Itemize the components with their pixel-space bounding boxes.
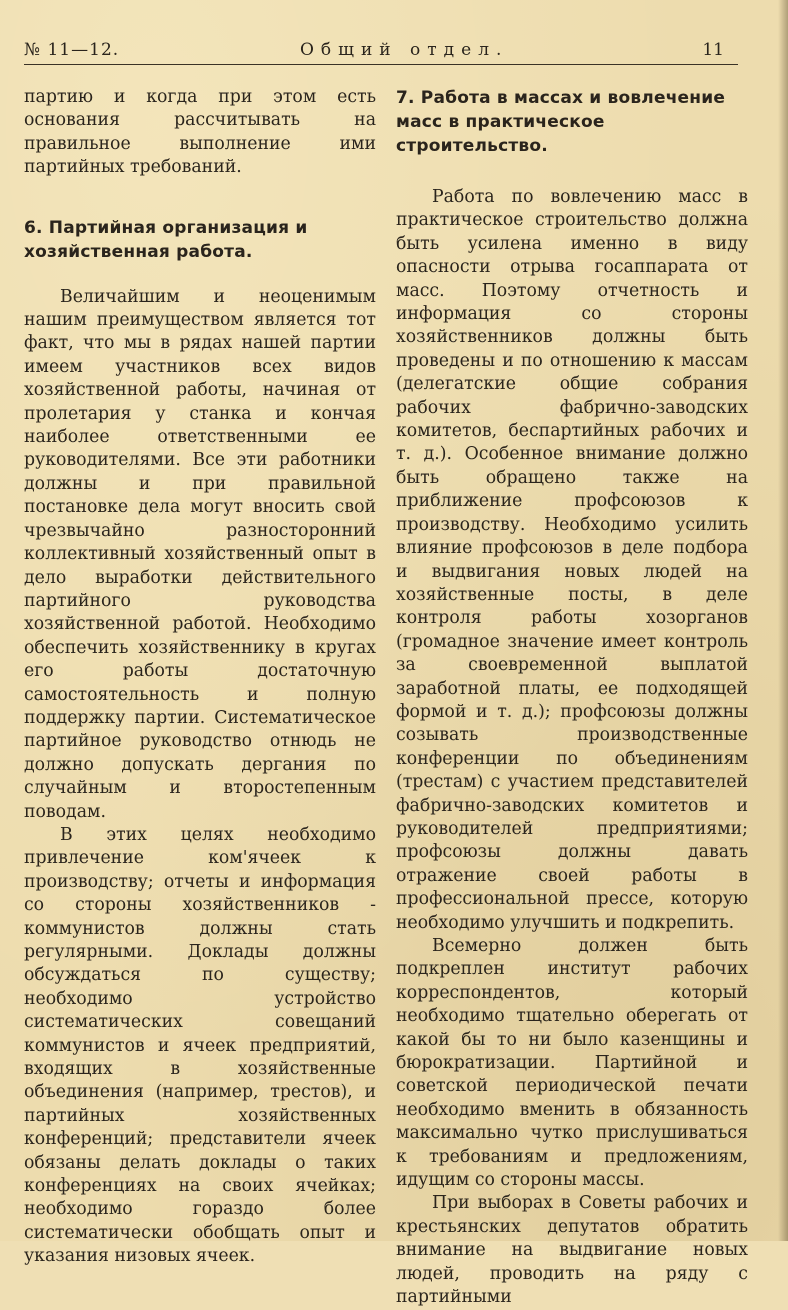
section-title: Общий отдел.: [300, 40, 509, 60]
right-column: [396, 86, 748, 1310]
continuation-paragraph: партию и когда при этом есть основания рассчитывать на правильное выполнение ими партийных требований.: [24, 87, 376, 178]
page-number: 11: [702, 40, 724, 60]
section-6-paragraph-2: В этих целях необходимо привлечение ком'ячеек к производству; отчеты и информация со стороны хозяйственников - коммунистов должны стать регулярными. Доклады должны обсуждаться по существу; необходимо устройство систематических совещаний коммунистов и ячеек предприятий, входящих в хозяйственные объединения (например, трестов), и партийных хозяйственных конференций; представители ячеек обязаны делать доклады о таких конференциях на своих ячейках; необходимо гораздо более систематически обобщать опыт и указания низовых ячеек.: [24, 824, 376, 1267]
page-edge-shadow: [778, 0, 788, 1241]
page-header: [24, 38, 740, 66]
section-7-paragraph-2: Всемерно должен быть подкреплен институт рабочих корреспондентов, который необходимо тщательно оберегать от какой бы то ни было казенщины и бюрократизации. Партийной и советской периодической печати необходимо вменить в обязанность максимально чутко прислушиваться к требованиям и предложениям, идущим со стороны массы.: [396, 936, 748, 1191]
spacer: [24, 180, 376, 216]
header-rule: [24, 64, 738, 65]
section-7-heading: 7. Работа в массах и вовлечение масс в практическое строительство.: [396, 88, 726, 156]
section-7-paragraph-3: При выборах в Советы рабочих и крестьянских депутатов обратить внимание на выдвигание новых людей, проводить на ряду с партийными: [396, 1193, 748, 1308]
section-7-paragraph-1: Работа по вовлечению масс в практическое строительство должна быть усилена именно в виду опасности отрыва госаппарата от масс. Поэтому отчетность и информация со стороны хозяйственников должны быть проведены и по отношению к массам (делегатские общие собрания рабочих фабрично-заводских комитетов, беспартийных рабочих и т. д.). Особенное внимание должно быть обращено также на приближение профсоюзов к производству. Необходимо усилить влияние профсоюзов в деле подбора и выдвигания новых людей на хозяйственные посты, в деле контроля работы хозорганов (громадное значение имеет контроль за своевременной выплатой заработной платы, ее подходящей формой и т. д.); профсоюзы должны созывать производственные конференции по объединениям (трестам) с участием представителей фабрично-заводских комитетов и руководителей предприятиями; профсоюзы должны давать отражение своей работы в профессиональной прессе, которую необходимо улучшить и подкрепить.: [396, 187, 748, 933]
spacer: [24, 264, 376, 286]
section-6-paragraph-1: Величайшим и неоценимым нашим преимуществом является тот факт, что мы в рядах нашей партии имеем участников всех видов хозяйственной работы, начиная от пролетария у станка и кончая наиболее ответственными ее руководителями. Все эти работники должны и при правильной постановке дела могут вносить свой чрезвычайно разносторонний коллективный хозяйственный опыт в дело выработки действительного партийного руководства хозяйственной работой. Необходимо обеспечить хозяйственнику в кругах его работы достаточную самостоятельность и полную поддержку партии. Систематическое партийное руководство отнюдь не должно допускать дергания по случайным и второстепенным поводам.: [24, 286, 376, 822]
section-6-heading: 6. Партийная организация и хозяйственная работа.: [24, 217, 308, 262]
left-column: [24, 86, 376, 1269]
spacer: [396, 158, 748, 186]
issue-number: № 11—12.: [24, 40, 120, 60]
